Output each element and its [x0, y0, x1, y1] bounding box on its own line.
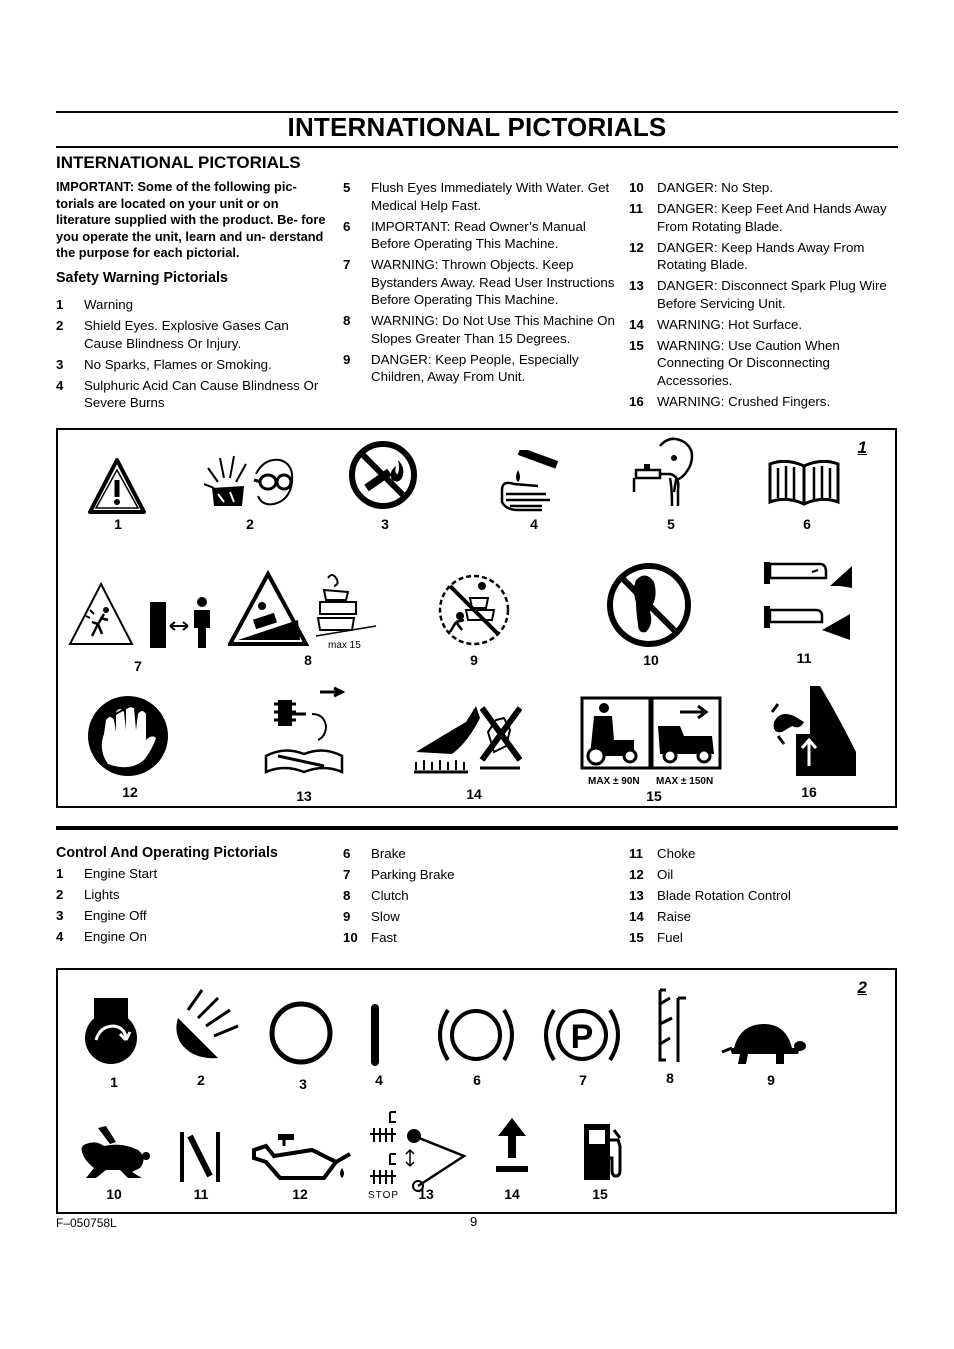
brake-icon	[436, 1004, 516, 1066]
section-divider	[56, 826, 898, 830]
pictorial-label: 8	[304, 652, 312, 668]
pictorial-label: 14	[504, 1186, 520, 1202]
control-column-1	[56, 845, 326, 949]
item-number: 15	[629, 337, 644, 353]
pictorial-label: 12	[122, 784, 138, 800]
item-text: DANGER: No Step.	[657, 180, 774, 195]
item-text: DANGER: Keep Hands Away From Rotating Blade.	[657, 239, 865, 272]
pictorial-label: 2	[197, 1072, 205, 1088]
item-number: 7	[343, 867, 351, 882]
item-text: Fast	[371, 930, 397, 945]
pictorial-label: 10	[643, 652, 659, 668]
parking-brake-icon	[542, 1004, 622, 1066]
item-text: DANGER: Disconnect Spark Plug Wire Before Servicing Unit.	[657, 278, 887, 311]
safety-heading: Safety Warning Pictorials	[56, 269, 228, 286]
item-text: Warning	[84, 297, 134, 312]
max-force-right-text: MAX ± 150N	[656, 776, 714, 787]
item-number: 1	[56, 865, 64, 881]
list-item	[629, 239, 891, 274]
list-item	[629, 845, 891, 863]
list-item	[629, 179, 891, 197]
item-text: No Sparks, Flames or Smoking.	[84, 356, 272, 372]
safety-column-2	[343, 179, 615, 389]
item-number: 10	[343, 930, 358, 945]
pictorial-label: 9	[767, 1072, 775, 1088]
rotating-blade-feet-hands-icon	[760, 558, 856, 644]
item-text: Blade Rotation Control	[657, 888, 791, 903]
list-item	[343, 256, 615, 309]
item-number: 12	[629, 867, 644, 882]
item-number: 13	[629, 278, 644, 293]
list-item	[629, 200, 891, 235]
item-text: Parking Brake	[371, 867, 455, 882]
item-number: 11	[629, 201, 644, 216]
item-text: Brake	[371, 846, 406, 861]
list-item	[56, 317, 326, 352]
keep-distance-bystander-icon	[148, 596, 216, 650]
engine-off-icon	[268, 1000, 334, 1066]
pictorial-label: 7	[134, 658, 142, 674]
pictorial-label: 9	[470, 652, 478, 668]
disconnect-spark-plug-icon	[264, 686, 350, 776]
important-note: IMPORTANT: Some of the following pic- torials are located on your unit or on literature supplied with the product. Be- fore you operate the unit, learn and un- derstand the purpose for each pictorial.	[56, 179, 326, 260]
item-number: 2	[56, 318, 64, 333]
list-item	[629, 277, 891, 312]
slow-turtle-icon	[720, 1018, 806, 1066]
item-text: Fuel	[657, 930, 683, 945]
pictorial-label: 13	[296, 788, 312, 804]
control-heading: Control And Operating Pictorials	[56, 845, 278, 861]
clutch-icon	[656, 988, 688, 1064]
pictorial-label: 3	[381, 516, 389, 532]
control-column-2	[343, 845, 615, 950]
item-text: WARNING: Use Caution When Connecting Or Disconnecting Accessories.	[657, 337, 840, 388]
item-text: Flush Eyes Immediately With Water. Get Medical Help Fast.	[371, 180, 610, 213]
pictorial-label: 6	[803, 516, 811, 532]
slope-max-text: max 15	[328, 640, 361, 650]
explosive-gas-eye-shield-icon	[204, 452, 296, 508]
item-number: 4	[56, 928, 64, 944]
pictorial-label: 16	[801, 784, 817, 800]
pictorial-label: 1	[114, 516, 122, 532]
safety-pictorials-figure	[56, 428, 897, 808]
item-text: DANGER: Keep Feet And Hands Away From Rotating Blade.	[657, 201, 887, 234]
list-item	[629, 866, 891, 884]
item-number: 16	[629, 393, 644, 409]
item-text: Clutch	[371, 888, 409, 903]
engine-start-icon	[82, 996, 140, 1066]
list-item	[629, 908, 891, 926]
item-number: 4	[56, 377, 64, 393]
item-number: 14	[629, 909, 644, 924]
oil-can-icon	[250, 1132, 354, 1182]
pictorial-label: 2	[246, 516, 254, 532]
pictorial-label: 11	[796, 650, 812, 666]
control-column-3	[629, 845, 891, 950]
pictorial-label: 4	[530, 516, 538, 532]
list-item	[56, 296, 326, 314]
item-text: WARNING: Thrown Objects. Keep Bystanders Away. Read User Instructions Before Operating This Machine.	[371, 257, 615, 307]
pictorial-label: 3	[299, 1076, 307, 1092]
item-text: WARNING: Hot Surface.	[657, 316, 803, 332]
lights-icon	[172, 988, 244, 1060]
pictorial-label: 12	[292, 1186, 308, 1202]
list-item	[629, 337, 891, 390]
pictorial-label: 11	[193, 1186, 209, 1202]
item-number: 12	[629, 239, 644, 255]
item-text: WARNING: Crushed Fingers.	[657, 393, 831, 409]
item-text: Lights	[84, 886, 120, 902]
list-item	[629, 316, 891, 334]
list-item	[343, 218, 615, 253]
item-number: 7	[343, 257, 351, 272]
stop-text: STOP	[368, 1190, 400, 1201]
fuel-pump-icon	[580, 1122, 626, 1182]
item-number: 6	[343, 846, 351, 861]
engine-on-icon	[368, 1002, 382, 1068]
figure-number: 2	[857, 978, 867, 997]
item-number: 5	[343, 180, 351, 195]
acid-burn-hand-icon	[498, 450, 568, 512]
list-item	[56, 865, 326, 883]
list-item	[629, 887, 891, 905]
list-item	[629, 929, 891, 947]
list-item	[343, 845, 615, 863]
safety-column-3	[629, 179, 891, 414]
list-item	[343, 312, 615, 347]
document-code: F–050758L	[56, 1216, 117, 1230]
item-text: Choke	[657, 846, 696, 861]
crushed-fingers-icon	[764, 682, 860, 778]
list-item	[56, 907, 326, 925]
item-number: 8	[343, 313, 351, 328]
pictorial-label: 15	[646, 788, 662, 804]
accessory-connection-caution-icon	[580, 696, 724, 788]
slope-warning-icon	[228, 570, 378, 650]
parking-letter: P	[570, 1018, 594, 1056]
item-text: IMPORTANT: Read Owner’s Manual Before Operating This Machine.	[371, 218, 586, 251]
control-pictorials-figure	[56, 968, 897, 1214]
item-number: 3	[56, 356, 64, 372]
item-number: 6	[343, 218, 351, 234]
item-text: Shield Eyes. Explosive Gases Can Cause Blindness Or Injury.	[84, 318, 289, 351]
list-item	[343, 866, 615, 884]
item-text: Engine Off	[84, 907, 147, 923]
owners-manual-book-icon	[766, 458, 842, 506]
item-number: 14	[629, 316, 644, 332]
rotating-blade-hand-icon	[86, 694, 170, 778]
list-item	[343, 179, 615, 214]
list-item	[56, 356, 326, 374]
list-item	[343, 351, 615, 386]
list-item	[629, 393, 891, 411]
item-number: 13	[629, 888, 644, 903]
list-item	[56, 377, 326, 412]
hot-surface-icon	[412, 702, 522, 774]
warning-triangle-icon	[88, 458, 146, 514]
keep-children-away-icon	[436, 572, 512, 648]
item-number: 1	[56, 297, 64, 312]
list-item	[343, 929, 615, 947]
item-number: 9	[343, 909, 351, 924]
list-item	[343, 887, 615, 905]
safety-column-1	[56, 179, 326, 415]
figure-number: 1	[857, 438, 867, 457]
pictorial-label: 5	[667, 516, 675, 532]
item-text: Sulphuric Acid Can Cause Blindness Or Severe Burns	[84, 377, 319, 410]
pictorial-label: 8	[666, 1070, 674, 1086]
max-force-left-text: MAX ± 90N	[588, 776, 640, 787]
section-title: INTERNATIONAL PICTORIALS	[56, 153, 301, 172]
item-number: 2	[56, 886, 64, 902]
page-title: INTERNATIONAL PICTORIALS	[287, 112, 667, 142]
item-text: Engine On	[84, 928, 147, 944]
title-underline	[56, 146, 898, 148]
list-item	[56, 928, 326, 946]
item-text: WARNING: Do Not Use This Machine On Slopes Greater Than 15 Degrees.	[371, 313, 615, 346]
item-text: Engine Start	[84, 865, 158, 881]
item-text: Raise	[657, 909, 691, 924]
pictorial-label: 10	[106, 1186, 122, 1202]
list-item	[343, 908, 615, 926]
pictorial-label: 6	[473, 1072, 481, 1088]
item-number: 15	[629, 930, 644, 945]
item-number: 10	[629, 180, 644, 195]
pictorial-label: 14	[466, 786, 482, 802]
pictorial-label: 1	[110, 1074, 118, 1090]
item-number: 3	[56, 907, 64, 923]
item-text: Slow	[371, 909, 400, 924]
item-text: DANGER: Keep People, Especially Children, Away From Unit.	[371, 351, 579, 384]
pictorial-label: 15	[592, 1186, 608, 1202]
page-number: 9	[470, 1214, 478, 1229]
flush-eyes-water-icon	[630, 436, 700, 512]
item-number: 8	[343, 888, 351, 903]
no-flames-smoking-icon	[348, 440, 418, 510]
pictorial-label: 13	[418, 1186, 434, 1202]
no-step-icon	[606, 562, 692, 648]
thrown-objects-triangle-icon	[66, 580, 136, 648]
pictorial-label: 4	[375, 1072, 383, 1088]
choke-icon	[176, 1128, 224, 1184]
list-item	[56, 886, 326, 904]
raise-arrow-icon	[494, 1116, 530, 1174]
item-number: 11	[629, 846, 644, 861]
item-number: 9	[343, 351, 351, 367]
fast-rabbit-icon	[76, 1122, 152, 1182]
item-text: Oil	[657, 867, 674, 882]
pictorial-label: 7	[579, 1072, 587, 1088]
